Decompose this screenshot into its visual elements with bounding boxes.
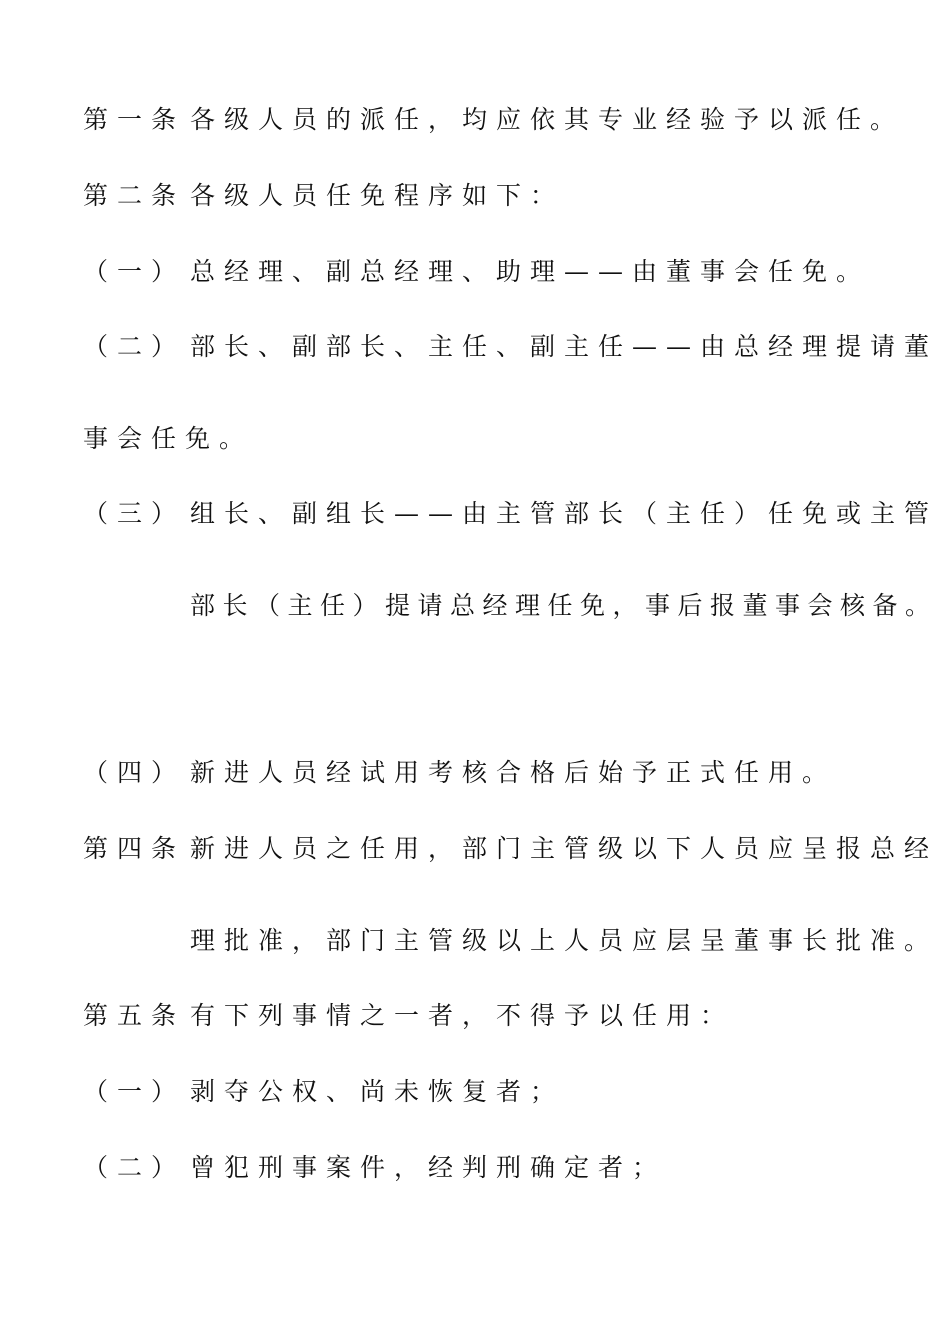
article-5-item-1-text: 剥夺公权、尚未恢复者； bbox=[190, 1077, 565, 1106]
article-5-text: 有下列事情之一者，不得予以任用： bbox=[190, 1001, 735, 1030]
article-1-text: 各级人员的派任，均应依其专业经验予以派任。 bbox=[190, 105, 905, 134]
item-2-text-cont: 事会任免。 bbox=[83, 424, 254, 453]
item-1-label: （一） bbox=[83, 257, 186, 286]
item-3-text-cont: 部长（主任）提请总经理任免，事后报董事会核备。 bbox=[190, 591, 938, 620]
article-2-label: 第二条 bbox=[83, 181, 186, 210]
item-1-text: 总经理、副总经理、助理——由董事会任免。 bbox=[190, 257, 871, 286]
item-2-text: 部长、副部长、主任、副主任——由总经理提请董 bbox=[190, 332, 939, 361]
item-2-label: （二） bbox=[83, 332, 186, 361]
item-3-text: 组长、副组长——由主管部长（主任）任免或主管 bbox=[190, 499, 939, 528]
article-4-text-cont: 理批准，部门主管级以上人员应层呈董事长批准。 bbox=[190, 926, 939, 955]
article-5-item-2-text: 曾犯刑事案件，经判刑确定者； bbox=[190, 1153, 667, 1182]
item-4-label: （四） bbox=[83, 758, 186, 787]
article-1-label: 第一条 bbox=[83, 105, 186, 134]
article-5-label: 第五条 bbox=[83, 1001, 186, 1030]
item-4-text: 新进人员经试用考核合格后始予正式任用。 bbox=[190, 758, 837, 787]
article-5-item-1-label: （一） bbox=[83, 1077, 186, 1106]
article-5-item-2-label: （二） bbox=[83, 1153, 186, 1182]
article-2-text: 各级人员任免程序如下： bbox=[190, 181, 565, 210]
item-3-label: （三） bbox=[83, 499, 186, 528]
article-4-text: 新进人员之任用，部门主管级以下人员应呈报总经 bbox=[190, 834, 939, 863]
article-4-label: 第四条 bbox=[83, 834, 186, 863]
